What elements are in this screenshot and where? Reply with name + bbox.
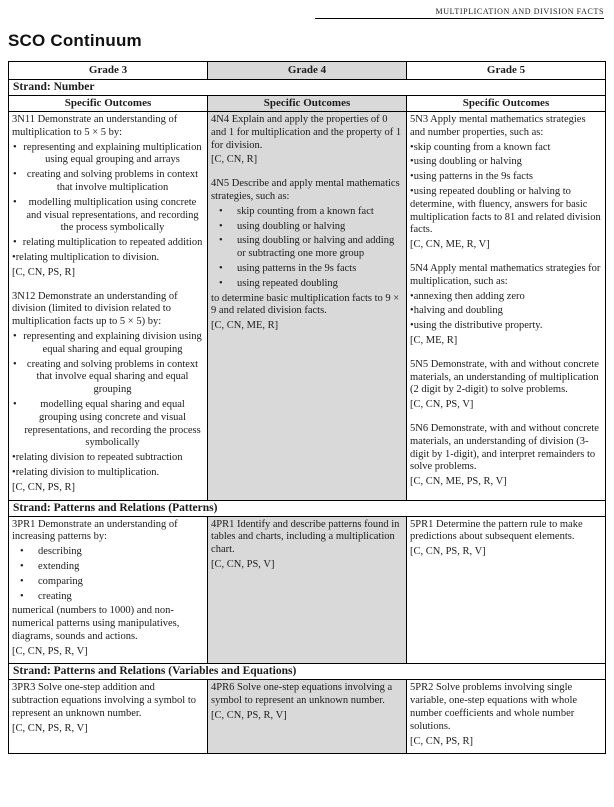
grade-5-outcomes-cell <box>407 516 606 664</box>
bullet-item: • relating multiplication to division. <box>12 252 204 265</box>
bullet-item: • using repeated doubling <box>211 278 403 291</box>
bullet-item: • representing and explaining multiplication using equal grouping and arrays <box>12 142 204 168</box>
outcome-text: 5N5 Demonstrate, with and without concrete materials, an understanding of multiplication (2 digit by 2-digit) to solve problems. <box>410 358 599 396</box>
bullet-item: • relating division to repeated subtraction <box>12 452 204 465</box>
bullet-item: • using repeated doubling or halving to determine, with fluency, answers for basic multiplication facts to 81 and related division facts. <box>410 186 602 237</box>
outcome-text: 5N6 Demonstrate, with and without concrete materials, an understanding of division (3-digit by 1-digit), and interpret remainders to solve problems. <box>410 422 599 473</box>
outcome-text: [C, CN, PS, V] <box>211 558 275 570</box>
running-header <box>8 7 606 19</box>
outcome-text: [C, CN, ME, R] <box>211 320 279 332</box>
strand-row <box>9 80 606 96</box>
strand-row <box>9 500 606 516</box>
outcome-text: [C, ME, R] <box>410 334 458 346</box>
specific-outcomes-header-row <box>9 96 606 112</box>
outcomes-content-row <box>9 516 606 664</box>
outcome-text: 4N5 Describe and apply mental mathematics strategies, such as: <box>211 178 400 202</box>
bullet-item: • relating multiplication to repeated addition <box>12 237 204 250</box>
outcome-text: [C, CN, PS, R] <box>410 735 474 747</box>
strand-label: Strand: Patterns and Relations (Patterns) <box>9 500 606 516</box>
bullet-item: • modelling equal sharing and equal grouping using concrete and visual representations, and recording the process symbolically <box>12 399 204 450</box>
header-rule <box>315 18 604 19</box>
bullet-item: • using the distributive property. <box>410 320 602 333</box>
specific-outcomes-header-cell: Specific Outcomes <box>9 96 208 112</box>
outcome-text: [C, CN, PS, R, V] <box>211 710 287 722</box>
outcome-text: 5N4 Apply mental mathematics strategies for multiplication, such as: <box>410 262 601 287</box>
outcome-text: 5PR1 Determine the pattern rule to make predictions about subsequent elements. <box>410 518 583 543</box>
outcome-text: 4N4 Explain and apply the properties of 0 and 1 for multiplication and the property of 1 for division. <box>211 114 402 151</box>
spacer <box>410 252 602 261</box>
spacer <box>410 412 602 421</box>
grade-4-outcomes-cell <box>208 112 407 501</box>
bullet-item: • describing <box>12 546 204 559</box>
specific-outcomes-header-cell: Specific Outcomes <box>407 96 606 112</box>
grade-4-column-header: Grade 4 <box>208 62 407 80</box>
bullet-item: • extending <box>12 561 204 574</box>
strand-label: Strand: Number <box>9 80 606 96</box>
outcome-text: [C, CN, PS, R] <box>12 481 76 493</box>
bullet-item: • creating and solving problems in context that involve multiplication <box>12 169 204 195</box>
outcome-text: [C, CN, PS, R, V] <box>12 722 88 734</box>
bullet-item: • representing and explaining division using equal sharing and equal grouping <box>12 331 204 357</box>
grade-3-column-header: Grade 3 <box>9 62 208 80</box>
outcome-text: 3N12 Demonstrate an understanding of division (limited to division related to multiplication facts up to 5 × 5) by: <box>12 290 178 328</box>
outcomes-content-row <box>9 680 606 754</box>
grade-3-outcomes-cell <box>9 112 208 501</box>
grade-5-column-header: Grade 5 <box>407 62 606 80</box>
grade-4-outcomes-cell <box>208 516 407 664</box>
strand-row <box>9 664 606 680</box>
bullet-item: • annexing then adding zero <box>410 291 602 304</box>
outcome-text: 4PR6 Solve one-step equations involving a symbol to represent an unknown number. <box>211 682 393 707</box>
outcome-text: [C, CN, ME, R, V] <box>410 239 490 251</box>
bullet-item: • creating <box>12 591 204 604</box>
outcome-text: [C, CN, PS, V] <box>410 399 474 411</box>
grade-4-outcomes-cell <box>208 680 407 754</box>
grade-5-outcomes-cell <box>407 112 606 501</box>
outcome-text: [C, CN, PS, R, V] <box>12 645 88 657</box>
grade-3-outcomes-cell <box>9 516 208 664</box>
outcome-text: 3N11 Demonstrate an understanding of multiplication to 5 × 5 by: <box>12 114 178 138</box>
outcome-text: 3PR1 Demonstrate an understanding of increasing patterns by: <box>12 518 178 543</box>
grade-5-outcomes-cell <box>407 680 606 754</box>
bullet-item: • modelling multiplication using concrete and visual representations, and recording the process symbolically <box>12 197 204 235</box>
spacer <box>410 348 602 357</box>
outcome-text: 5PR2 Solve problems involving single variable, one-step equations with whole number coefficients and whole number solutions. <box>410 682 578 732</box>
outcome-text: to determine basic multiplication facts to 9 × 9 and related division facts. <box>211 292 400 317</box>
bullet-item: • relating division to multiplication. <box>12 467 204 480</box>
outcome-text: 3PR3 Solve one-step addition and subtraction equations involving a symbol to represent an unknown number. <box>12 682 197 720</box>
bullet-item: • comparing <box>12 576 204 589</box>
bullet-item: • creating and solving problems in context that involve equal sharing and equal grouping <box>12 359 204 397</box>
bullet-item: • using doubling or halving <box>211 221 403 234</box>
outcomes-content-row <box>9 112 606 501</box>
outcome-text: numerical (numbers to 1000) and non-numerical patterns using manipulatives, diagrams, sounds and actions. <box>12 605 180 642</box>
bullet-item: • skip counting from a known fact <box>410 142 602 155</box>
bullet-item: • using doubling or halving <box>410 156 602 169</box>
specific-outcomes-header-cell: Specific Outcomes <box>208 96 407 112</box>
strand-label: Strand: Patterns and Relations (Variables and Equations) <box>9 664 606 680</box>
bullet-item: • using patterns in the 9s facts <box>211 263 403 276</box>
spacer <box>211 167 403 176</box>
grade-3-outcomes-cell <box>9 680 208 754</box>
bullet-item: • skip counting from a known fact <box>211 206 403 219</box>
running-header-text: MULTIPLICATION AND DIVISION FACTS <box>435 7 604 16</box>
bullet-item: • halving and doubling <box>410 305 602 318</box>
outcome-text: [C, CN, R] <box>211 154 258 166</box>
outcome-text: [C, CN, PS, R] <box>12 266 76 278</box>
bullet-item: • using patterns in the 9s facts <box>410 171 602 184</box>
outcome-text: 5N3 Apply mental mathematics strategies and number properties, such as: <box>410 114 586 138</box>
outcome-text: [C, CN, ME, PS, R, V] <box>410 476 507 488</box>
grade-header-row <box>9 62 606 80</box>
sco-continuum-table <box>8 61 606 754</box>
outcome-text: 4PR1 Identify and describe patterns found in tables and charts, including a multiplication chart. <box>211 518 400 556</box>
outcome-text: [C, CN, PS, R, V] <box>410 546 486 558</box>
bullet-item: • using doubling or halving and adding or subtracting one more group <box>211 235 403 261</box>
page-title: SCO Continuum <box>8 31 142 50</box>
table-body <box>9 80 606 754</box>
spacer <box>12 280 204 289</box>
